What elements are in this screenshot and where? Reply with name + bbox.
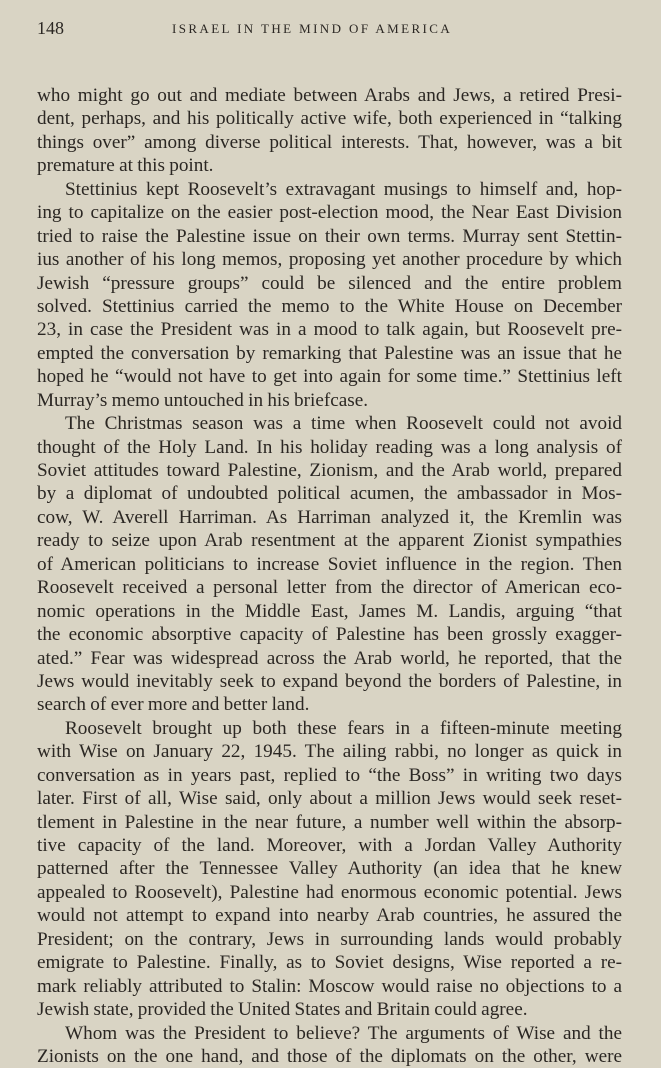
text-line: the economic absorptive capacity of Palestine has been grossly exagger- <box>37 623 622 646</box>
paragraph <box>37 717 622 1022</box>
text-line: would not attempt to expand into nearby Arab countries, he assured the <box>37 904 622 927</box>
text-line: Jewish state, provided the United States and Britain could agree. <box>37 998 622 1021</box>
text-line: of American politicians to increase Soviet influence in the region. Then <box>37 553 622 576</box>
paragraph <box>37 1022 622 1068</box>
text-line: 23, in case the President was in a mood to talk again, but Roosevelt pre- <box>37 318 622 341</box>
text-line: tlement in Palestine in the near future, a number well within the absorp- <box>37 811 622 834</box>
text-line: premature at this point. <box>37 154 622 177</box>
text-line: solved. Stettinius carried the memo to the White House on December <box>37 295 622 318</box>
text-line: nomic operations in the Middle East, James M. Landis, arguing “that <box>37 600 622 623</box>
text-line: Zionists on the one hand, and those of the diplomats on the other, were <box>37 1045 622 1068</box>
text-line: appealed to Roosevelt), Palestine had enormous economic potential. Jews <box>37 881 622 904</box>
text-line: patterned after the Tennessee Valley Authority (an idea that he knew <box>37 857 622 880</box>
text-line: Jewish “pressure groups” could be silenced and the entire problem <box>37 272 622 295</box>
text-line: empted the conversation by remarking that Palestine was an issue that he <box>37 342 622 365</box>
text-line: ated.” Fear was widespread across the Arab world, he reported, that the <box>37 647 622 670</box>
text-line: President; on the contrary, Jews in surrounding lands would probably <box>37 928 622 951</box>
paragraph <box>37 84 622 178</box>
page-number: 148 <box>37 18 64 39</box>
text-line: mark reliably attributed to Stalin: Moscow would raise no objections to a <box>37 975 622 998</box>
text-line: emigrate to Palestine. Finally, as to Soviet designs, Wise reported a re- <box>37 951 622 974</box>
running-title: ISRAEL IN THE MIND OF AMERICA <box>172 21 452 37</box>
text-line: with Wise on January 22, 1945. The ailing rabbi, no longer as quick in <box>37 740 622 763</box>
text-line: The Christmas season was a time when Roosevelt could not avoid <box>37 412 622 435</box>
text-line: Murray’s memo untouched in his briefcase. <box>37 389 622 412</box>
text-line: who might go out and mediate between Arabs and Jews, a retired Presi- <box>37 84 622 107</box>
text-line: dent, perhaps, and his politically active wife, both experienced in “talking <box>37 107 622 130</box>
text-line: Roosevelt brought up both these fears in a fifteen-minute meeting <box>37 717 622 740</box>
text-line: Roosevelt received a personal letter from the director of American eco- <box>37 576 622 599</box>
paragraph <box>37 412 622 717</box>
text-line: later. First of all, Wise said, only about a million Jews would seek reset- <box>37 787 622 810</box>
paragraph <box>37 178 622 412</box>
page-header <box>37 18 622 40</box>
text-line: Stettinius kept Roosevelt’s extravagant musings to himself and, hop- <box>37 178 622 201</box>
text-line: search of ever more and better land. <box>37 693 622 716</box>
text-line: thought of the Holy Land. In his holiday reading was a long analysis of <box>37 436 622 459</box>
text-line: hoped he “would not have to get into again for some time.” Stettinius left <box>37 365 622 388</box>
text-line: Whom was the President to believe? The arguments of Wise and the <box>37 1022 622 1045</box>
text-line: by a diplomat of undoubted political acumen, the ambassador in Mos- <box>37 482 622 505</box>
body-text <box>37 84 622 1068</box>
text-line: things over” among diverse political interests. That, however, was a bit <box>37 131 622 154</box>
text-line: ready to seize upon Arab resentment at the apparent Zionist sympathies <box>37 529 622 552</box>
text-line: tive capacity of the land. Moreover, with a Jordan Valley Authority <box>37 834 622 857</box>
text-line: conversation as in years past, replied to “the Boss” in writing two days <box>37 764 622 787</box>
text-line: tried to raise the Palestine issue on their own terms. Murray sent Stettin- <box>37 225 622 248</box>
text-line: ius another of his long memos, proposing yet another procedure by which <box>37 248 622 271</box>
text-line: Jews would inevitably seek to expand beyond the borders of Palestine, in <box>37 670 622 693</box>
text-line: Soviet attitudes toward Palestine, Zionism, and the Arab world, prepared <box>37 459 622 482</box>
text-line: cow, W. Averell Harriman. As Harriman analyzed it, the Kremlin was <box>37 506 622 529</box>
text-line: ing to capitalize on the easier post-election mood, the Near East Division <box>37 201 622 224</box>
